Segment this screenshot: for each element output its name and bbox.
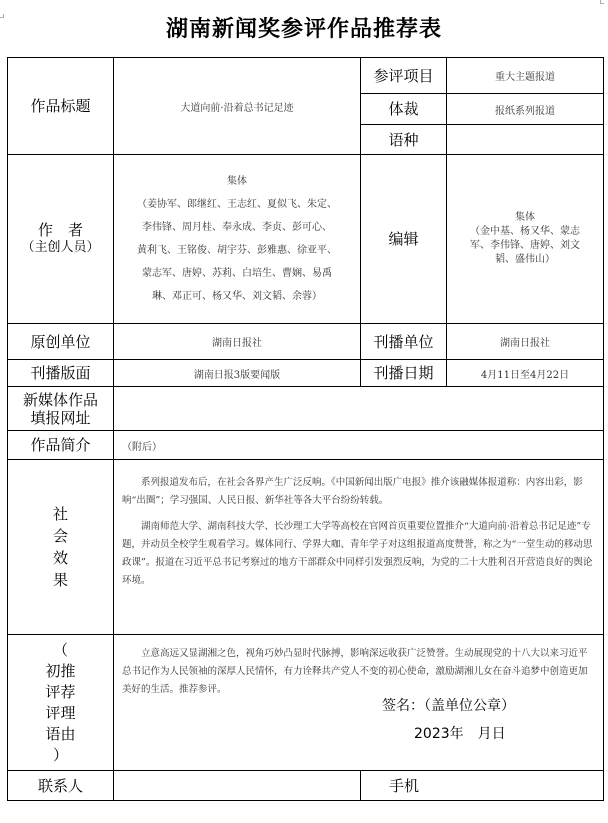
publish-page-label: 刊播版面 — [8, 360, 114, 387]
newmedia-label-line1: 新媒体作品 — [22, 390, 98, 409]
review-reason-char: 初推 — [45, 661, 76, 680]
publish-page-value[interactable]: 湖南日报3版要闻版 — [114, 360, 361, 387]
social-effect-value[interactable] — [114, 460, 604, 635]
intro-label: 作品简介 — [8, 431, 114, 460]
editor-line: 韬、盛伟山） — [495, 254, 555, 265]
author-label-main: 作 者 — [37, 221, 83, 239]
author-label-sub: （主创人员） — [21, 240, 100, 255]
editor-line: 集体 — [515, 212, 535, 223]
author-line: 黄利飞、王铭俊、胡宇芬、彭雅惠、徐亚平、 — [137, 245, 337, 256]
social-effect-char: 会 — [52, 527, 68, 545]
social-effect-paragraph: 系列报道发布后，在社会各界产生广泛反响。《中国新闻出版广电报》推介该融媒体报道称：内容出彩，影响“出圈”；学习强国、人民日报、新华社等各大平台纷纷转载。 — [122, 477, 583, 506]
social-effect-char: 效 — [52, 549, 68, 567]
newmedia-label-line2: 填报网址 — [30, 408, 91, 427]
origin-unit-label: 原创单位 — [8, 324, 114, 360]
social-effect-paragraph: 湖南师范大学、湖南科技大学、长沙理工大学等高校在官网首页重要位置推介“大道向前·沿着总书记足迹”专题，并动员全校学生观看学习。媒体同行、学界大咖、青年学子对这组报道高度赞誉，称之为“一堂生动的移动思政课”。报道在习近平总书记考察过的地方干部群众中同样引发强烈反响，为党的二十大胜利召开营造良好的舆论环境。 — [122, 521, 593, 586]
editor-line: 军、李伟锋、唐婷、刘文 — [470, 240, 580, 251]
phone-cell — [361, 771, 604, 801]
publish-date-label: 刊播日期 — [361, 360, 447, 387]
editor-label: 编辑 — [361, 155, 447, 324]
genre-value[interactable]: 报纸系列报道 — [447, 94, 604, 125]
publish-date-value[interactable]: 4月11日至4月22日 — [447, 360, 604, 387]
date-line: 2023年 月日 — [414, 726, 506, 742]
review-reason-char: 评理 — [45, 703, 76, 722]
intro-value[interactable]: （附后） — [114, 431, 604, 460]
newmedia-url-label — [8, 387, 114, 431]
work-title-label: 作品标题 — [8, 58, 114, 155]
author-line: （姜协军、郎继红、王志红、夏似飞、朱定、 — [137, 199, 337, 210]
author-line: 琳、邓正可、杨又华、刘文韬、余蓉） — [152, 291, 322, 302]
signature-line: 签名：（盖单位公章） — [382, 698, 515, 714]
language-label: 语种 — [361, 125, 447, 155]
review-reason-char: （ — [52, 640, 68, 659]
contact-label: 联系人 — [8, 771, 114, 801]
review-reason-char: 评荐 — [45, 682, 76, 701]
genre-label: 体裁 — [361, 94, 447, 125]
review-reason-value[interactable] — [114, 635, 604, 771]
language-value[interactable] — [447, 125, 604, 155]
origin-unit-value[interactable]: 湖南日报社 — [114, 324, 361, 360]
phone-label: 手机 — [388, 776, 419, 795]
author-line: 李伟锋、周月桂、奉永成、李贞、彭可心、 — [142, 222, 332, 233]
social-effect-char: 果 — [52, 571, 68, 589]
author-heading: 集体 — [227, 176, 247, 187]
work-title-value[interactable]: 大道向前·沿着总书记足迹 — [114, 58, 361, 155]
category-label: 参评项目 — [361, 58, 447, 94]
margin-tick-mark-right — [600, 0, 604, 4]
recommendation-form — [7, 57, 604, 801]
publish-unit-value[interactable]: 湖南日报社 — [447, 324, 604, 360]
publish-unit-label: 刊播单位 — [361, 324, 447, 360]
review-paragraph: 立意高远又显湖湘之色，视角巧妙凸显时代脉搏，影响深远收获广泛赞誉。生动展现党的十八大以来习近平总书记作为人民领袖的深厚人民情怀，有力诠释共产党人不变的初心使命，激励湖湘儿女在奋斗追梦中创造更加美好的生活。推荐参评。 — [122, 648, 588, 695]
review-reason-label — [8, 635, 114, 771]
review-reason-char: 语由 — [45, 724, 76, 743]
author-label — [8, 155, 114, 324]
review-reason-char: ） — [52, 745, 68, 764]
contact-value[interactable] — [114, 771, 361, 801]
document-title: 湖南新闻奖参评作品推荐表 — [165, 17, 442, 42]
newmedia-url-value[interactable] — [114, 387, 604, 431]
social-effect-label — [8, 460, 114, 635]
editor-value[interactable] — [447, 155, 604, 324]
editor-line: （金中基、杨又华、蒙志 — [470, 226, 580, 237]
author-line: 蒙志军、唐婷、苏莉、白培生、曹娴、易禹 — [142, 268, 332, 279]
category-value[interactable]: 重大主题报道 — [447, 58, 604, 94]
author-value[interactable] — [114, 155, 361, 324]
phone-value[interactable] — [447, 771, 603, 800]
social-effect-char: 社 — [52, 505, 68, 523]
